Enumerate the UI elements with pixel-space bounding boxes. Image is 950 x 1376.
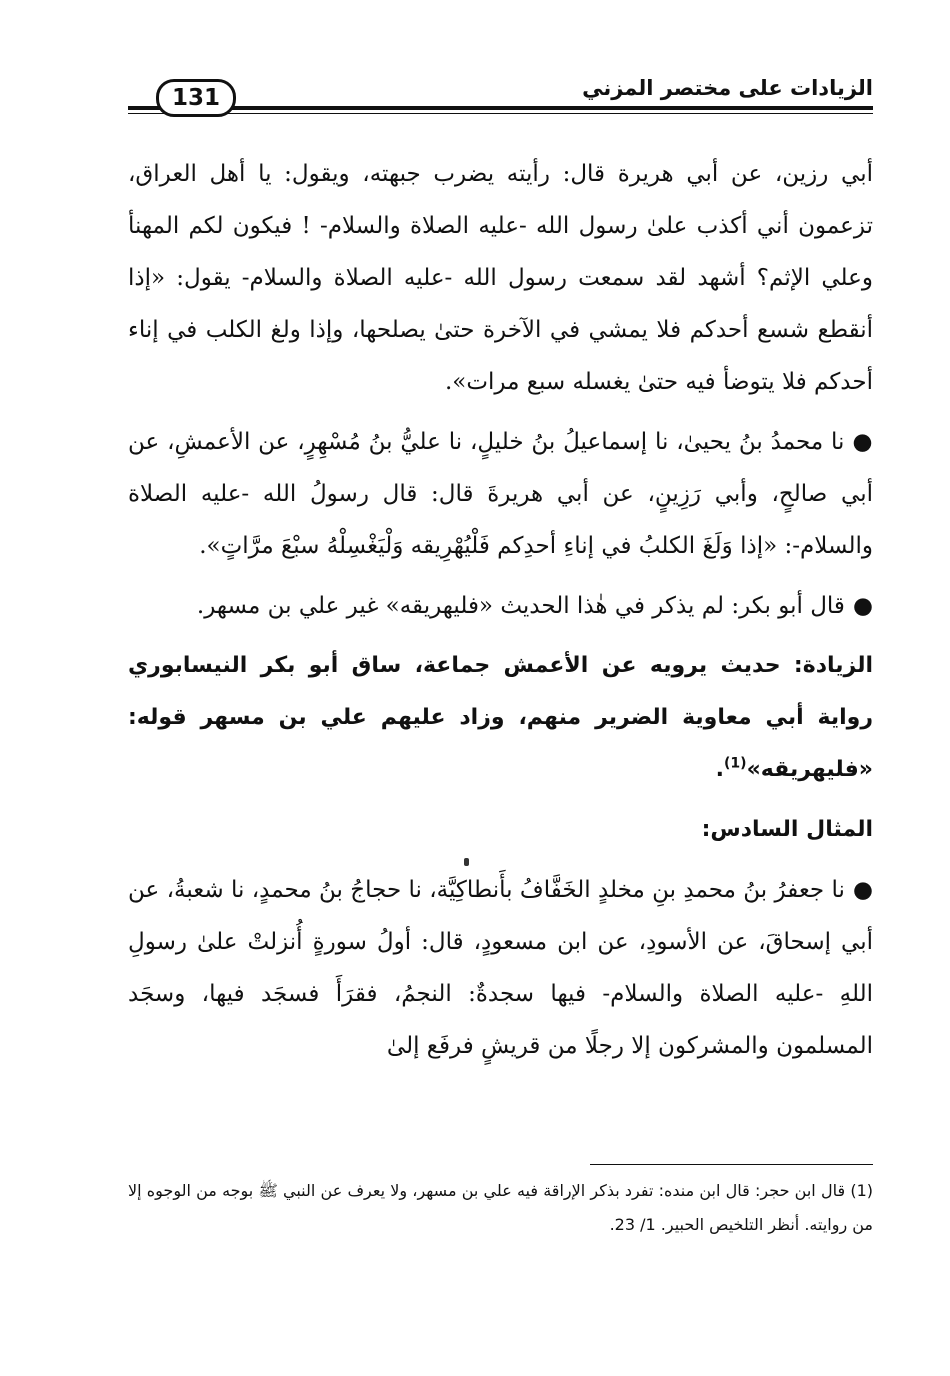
book-title: الزيادات على مختصر المزني — [582, 76, 873, 100]
body-text — [128, 148, 873, 1080]
paragraph-text: قال أبو بكر: لم يذكر في هٰذا الحديث «فليهريقه» غير علي بن مسهر. — [196, 593, 845, 619]
footnote-text: قال ابن حجر: قال ابن منده: تفرد بذكر الإراقة فيه علي بن مسهر، ولا يعرف عن النبي ﷺ بوجه من الوجوه إلا من روايته. أنظر التلخيص الحبير. 1/ 23. — [128, 1181, 873, 1234]
footnote-reference[interactable]: (1) — [724, 755, 747, 772]
paragraph — [128, 148, 873, 408]
section-heading — [128, 804, 873, 856]
bullet-marker: ● — [852, 877, 873, 903]
footnotes — [128, 1174, 873, 1242]
bullet-marker: ● — [852, 593, 873, 619]
header-rule-thin — [128, 113, 873, 114]
paragraph — [128, 864, 873, 1072]
bullet-marker: ● — [852, 429, 873, 455]
page-header — [128, 66, 873, 116]
paragraph — [128, 416, 873, 572]
paragraph-text: نا جعفرُ بنُ محمدِ بنِ مخلدٍ الخَفَّافُ بأَنطاكِيَّة، نا حجاجُ بنُ محمدٍ، نا شعبةُ، عن أبي إسحاقَ، عن الأسودِ، عن ابن مسعودٍ، قال: أولُ سورةٍ أُنزلتْ علىٰ رسولِ اللهِ -عليه الصلاة والسلام- فيها سجدةٌ: النجمُ، فقرَأَ فسجَد فيها، وسجَد المسلمون والمشركون إلا رجلًا من قريشٍ فرفَع إلىٰ — [128, 877, 873, 1059]
paragraph-addition — [128, 640, 873, 796]
heading-text: المثال السادس: — [701, 817, 873, 842]
paragraph-text: نا محمدُ بنُ يحيىٰ، نا إسماعيلُ بنُ خليلٍ، نا عليُّ بنُ مُسْهِرٍ، عن الأعمشِ، عن أبي صالحٍ، وأبي رَزِينٍ، عن أبي هريرةَ قال: قال رسولُ الله -عليه الصلاة والسلام-: «إذا وَلَغَ الكلبُ في إناءِ أحدِكم فَلْيُهْرِيقه وَلْيَغْسِلْهُ سبْعَ مرَّاتٍ». — [128, 429, 873, 559]
print-speck — [464, 858, 469, 866]
header-rule-thick — [128, 106, 873, 110]
paragraph-text: أبي رزين، عن أبي هريرة قال: رأيته يضرب جبهته، ويقول: يا أهل العراق، تزعمون أني أكذب علىٰ رسول الله -عليه الصلاة والسلام- ! فيكون لكم المهنأ وعلي الإثم؟ أشهد لقد سمعت رسول الله -عليه الصلاة والسلام- يقول: «إذا أنقطع شسع أحدكم فلا يمشي في الآخرة حتىٰ يصلحها، وإذا ولغ الكلب في إناء أحدكم فلا يتوضأ فيه حتىٰ يغسله سبع مرات». — [128, 161, 873, 395]
paragraph-tail: . — [715, 757, 724, 782]
footnote-marker: (1) — [850, 1181, 874, 1200]
footnote — [128, 1174, 873, 1242]
paragraph-text: الزيادة: حديث يرويه عن الأعمش جماعة، ساق أبو بكر النيسابوري رواية أبي معاوية الضرير منهم، وزاد عليهم علي بن مسهر قوله: «فليهريقه» — [128, 653, 873, 782]
paragraph — [128, 580, 873, 632]
page-number: 131 — [156, 79, 236, 117]
footnote-separator — [590, 1164, 873, 1165]
